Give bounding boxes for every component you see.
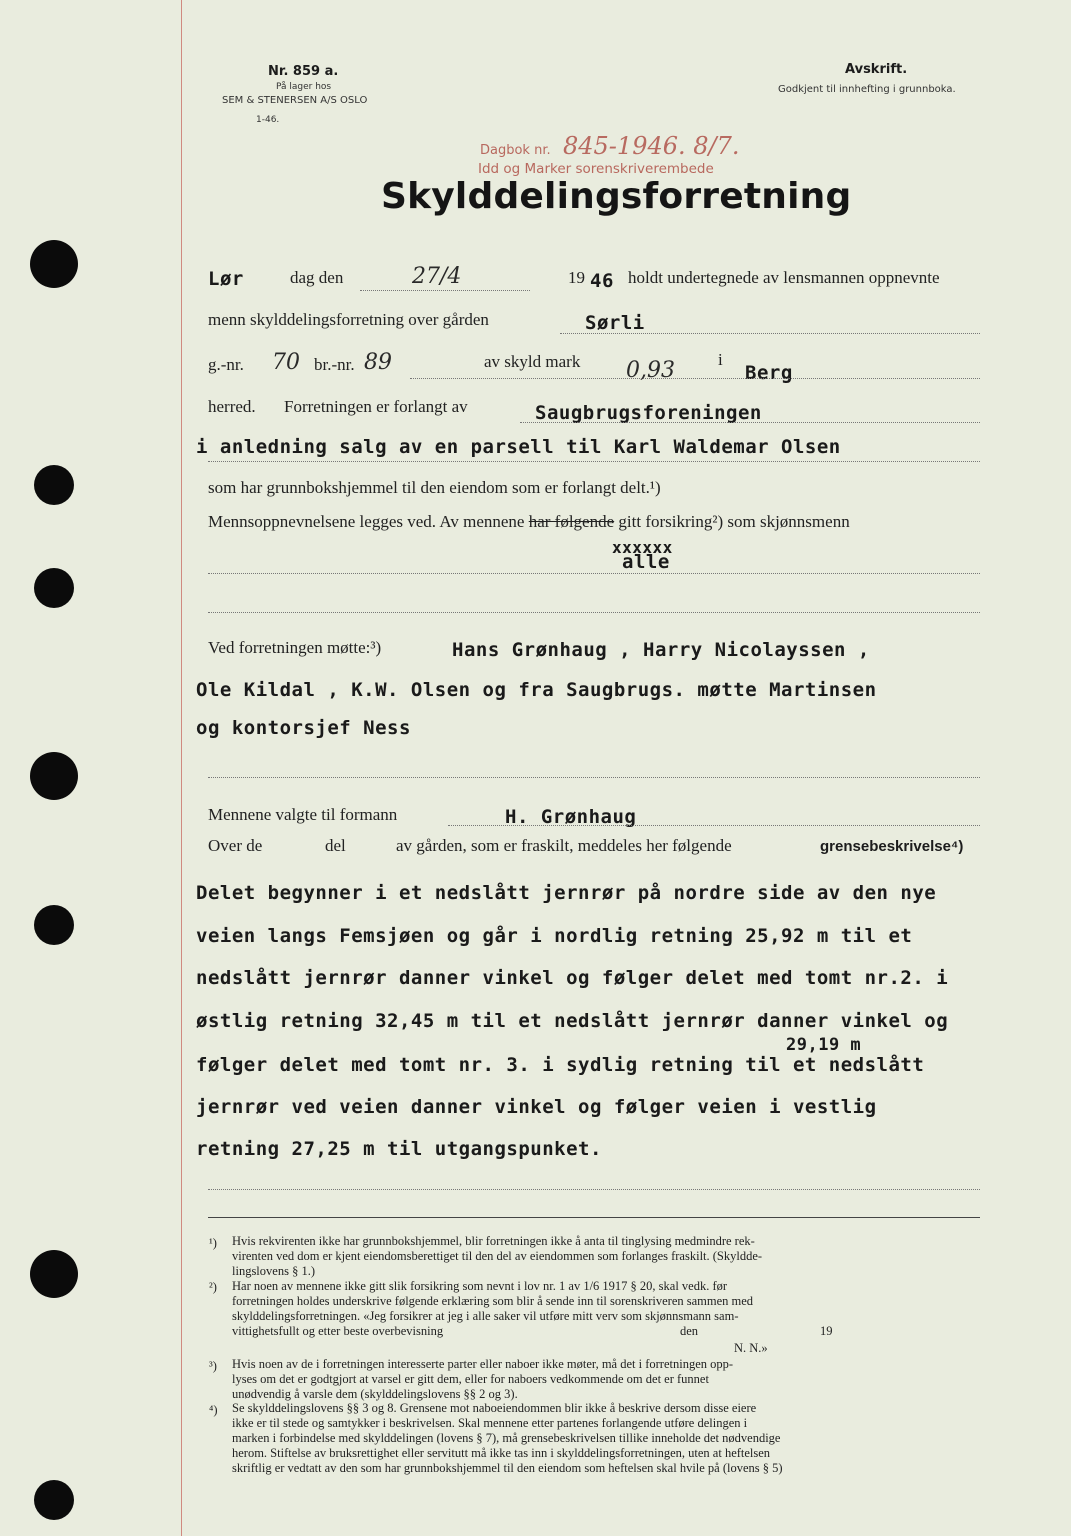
herred-text: herred. xyxy=(208,397,256,416)
boundary-line: nedslått jernrør danner vinkel og følger delet med tomt nr.2. i xyxy=(196,967,949,989)
attendance-line2: Ole Kildal , K.W. Olsen og fra Saugbrugs. møtte Martinsen xyxy=(196,679,877,701)
oath-xs: xxxxxx xyxy=(612,538,673,557)
document-title: Skylddelingsforretning xyxy=(381,176,852,217)
footnote-line: herom. Stiftelse av bruksrettighet eller servitutt må ikke tas inn i skylddelingsforretningen, uten at heftelsen xyxy=(232,1446,771,1460)
boundary-line: Delet begynner i et nedslått jernrør på nordre side av den nye xyxy=(196,882,937,904)
office-stamp: Idd og Marker sorenskriverembede xyxy=(478,161,714,177)
gnr-value: 70 xyxy=(272,350,300,375)
footnote-line: skylddelingsforretningen. «Jeg forsikrer at jeg i alle saker vil utføre mitt verv som skjønnsmann sam- xyxy=(232,1309,739,1323)
footnote-mark: ²) xyxy=(209,1280,217,1294)
municipality: Berg xyxy=(745,362,793,384)
footnote-line: Se skylddelingslovens §§ 3 og 8. Grensene mot naboeiendommen blir ikke å beskrive dersom disse eiere xyxy=(232,1401,757,1415)
footnote-den: den xyxy=(680,1324,699,1338)
date-value: 27/4 xyxy=(412,264,462,289)
dotted-line xyxy=(208,612,980,613)
held-text: holdt undertegnede av lensmannen oppnevnte xyxy=(628,268,940,287)
form-number: Nr. 859 a. xyxy=(268,64,339,79)
dotted-line xyxy=(208,573,980,574)
hjemmel-text: som har grunnbokshjemmel til den eiendom som er forlangt delt.¹) xyxy=(208,478,661,497)
footnote-sign: N. N.» xyxy=(734,1341,768,1355)
binder-hole xyxy=(30,752,78,800)
boundary-bold-label: grensebeskrivelse⁴) xyxy=(820,838,964,855)
year-prefix: 19 xyxy=(568,268,585,287)
journal-number: 845-1946. 8/7. xyxy=(563,132,740,160)
footnote-line: lyses om det er godtgjort at varsel er gitt dem, eller for naboers vedkommende om det er funnet xyxy=(232,1372,709,1386)
skyld-label: av skyld mark xyxy=(484,352,581,371)
year-suffix: 46 xyxy=(590,270,614,292)
footnote-line: Hvis rekvirenten ikke har grunnbokshjemmel, blir forretningen ikke å anta til tinglysing medmindre rek- xyxy=(232,1234,755,1248)
binder-hole xyxy=(30,240,78,288)
boundary-line: følger delet med tomt nr. 3. i sydlig retning til et nedslått xyxy=(196,1054,925,1076)
binder-hole xyxy=(34,905,74,945)
boundary-line: jernrør ved veien danner vinkel og følger veien i vestlig xyxy=(196,1096,877,1118)
dotted-line xyxy=(410,378,980,379)
bnr-label: br.-nr. xyxy=(314,355,355,374)
binder-hole xyxy=(34,1480,74,1520)
journal-stamp-label: Dagbok nr. xyxy=(480,143,551,158)
i-label: i xyxy=(718,350,723,369)
publisher-line1: På lager hos xyxy=(276,82,332,92)
footnote-year: 19 xyxy=(820,1324,833,1338)
chairman-value: H. Grønhaug xyxy=(505,806,637,828)
footnote-line: marken i forbindelse med skylddelingen (lovens § 7), må grensebeskrivelsen tillike inneholde det nødvendige xyxy=(232,1431,781,1445)
dag-den-label: dag den xyxy=(290,268,344,287)
dotted-line xyxy=(520,422,980,423)
publisher-line2: SEM & STENERSEN A/S OSLO xyxy=(222,95,368,106)
binder-hole xyxy=(34,465,74,505)
dotted-line xyxy=(208,461,980,462)
boundary-insert: 29,19 m xyxy=(786,1035,862,1055)
oath-who: alle xyxy=(622,551,670,573)
binder-hole xyxy=(30,1250,78,1298)
attendance-line3: og kontorsjef Ness xyxy=(196,717,411,739)
footnote-line: virenten ved dom er kjent eiendomsberettiget til den del av eiendommen som forlanges fraskilt. (Skyldde- xyxy=(232,1249,763,1263)
footnote-line: vittighetsfullt og etter beste overbevisning xyxy=(232,1324,444,1338)
footnote-mark: ¹) xyxy=(209,1236,217,1250)
binder-hole xyxy=(34,568,74,608)
footnote-line: lingslovens § 1.) xyxy=(232,1264,315,1278)
footnote-line: skriftlig er vedtatt av den som har grunnbokshjemmel til den eiendom som heftelsen skal hvile på (lovens § 5) xyxy=(232,1461,783,1475)
farm-name: Sørli xyxy=(585,312,645,334)
footnote-mark: ⁴) xyxy=(209,1403,218,1417)
boundary-line: retning 27,25 m til utgangspunket. xyxy=(196,1138,602,1160)
oath-text-1: Mennsoppnevnelsene legges ved. Av mennene xyxy=(208,512,525,531)
gnr-label: g.-nr. xyxy=(208,355,244,374)
boundary-line: veien langs Femsjøen og går i nordlig retning 25,92 m til et xyxy=(196,925,913,947)
over-de-label: Over de xyxy=(208,836,263,855)
footnote-line: forretningen holdes underskrive følgende erklæring som blir å sende inn til sorenskriveren sammen med xyxy=(232,1294,754,1308)
men-text: menn skylddelingsforretning over gården xyxy=(208,310,489,329)
dotted-line xyxy=(360,290,530,291)
footnote-line: ikke er til stede og samtykker i beskrivelsen. Skal mennene etter partenes forlangende utføre delingen i xyxy=(232,1416,748,1430)
requested-text: Forretningen er forlangt av xyxy=(284,397,468,416)
del-label: del xyxy=(325,836,346,855)
boundary-line: østlig retning 32,45 m til et nedslått jernrør danner vinkel og xyxy=(196,1010,949,1032)
copy-label: Avskrift. xyxy=(845,62,908,77)
dotted-line xyxy=(560,333,980,334)
bnr-value: 89 xyxy=(364,350,392,375)
dotted-line xyxy=(208,777,980,778)
footnote-divider xyxy=(208,1217,980,1218)
footnote-line: unødvendig å varsle dem (skylddelingslovens §§ 2 og 3). xyxy=(232,1387,518,1401)
red-margin-line xyxy=(181,0,182,1536)
boundary-text: av gården, som er fraskilt, meddeles her følgende xyxy=(396,836,732,855)
dotted-line xyxy=(208,1189,980,1190)
skyld-value: 0,93 xyxy=(626,358,675,383)
attendance-label: Ved forretningen møtte:³) xyxy=(208,638,382,657)
oath-struck: har følgende xyxy=(528,512,615,531)
oath-text xyxy=(208,512,850,532)
dotted-line xyxy=(448,825,980,826)
attendance-line1: Hans Grønhaug , Harry Nicolayssen , xyxy=(452,639,870,661)
approved-text: Godkjent til innhefting i grunnboka. xyxy=(778,84,956,95)
purpose: i anledning salg av en parsell til Karl Waldemar Olsen xyxy=(196,436,841,458)
requester: Saugbrugsforeningen xyxy=(535,402,762,424)
weekday: Lør xyxy=(208,268,244,290)
footnote-mark: ³) xyxy=(209,1359,217,1373)
oath-text-2: gitt forsikring²) som skjønnsmenn xyxy=(618,512,850,531)
chairman-label: Mennene valgte til formann xyxy=(208,805,398,824)
publisher-date: 1-46. xyxy=(256,115,280,125)
footnote-line: Har noen av mennene ikke gitt slik forsikring som nevnt i lov nr. 1 av 1/6 1917 § 20, skal vedk. før xyxy=(232,1279,728,1293)
footnote-line: Hvis noen av de i forretningen interesserte parter eller naboer ikke møter, må det i forretningen opp- xyxy=(232,1357,734,1371)
